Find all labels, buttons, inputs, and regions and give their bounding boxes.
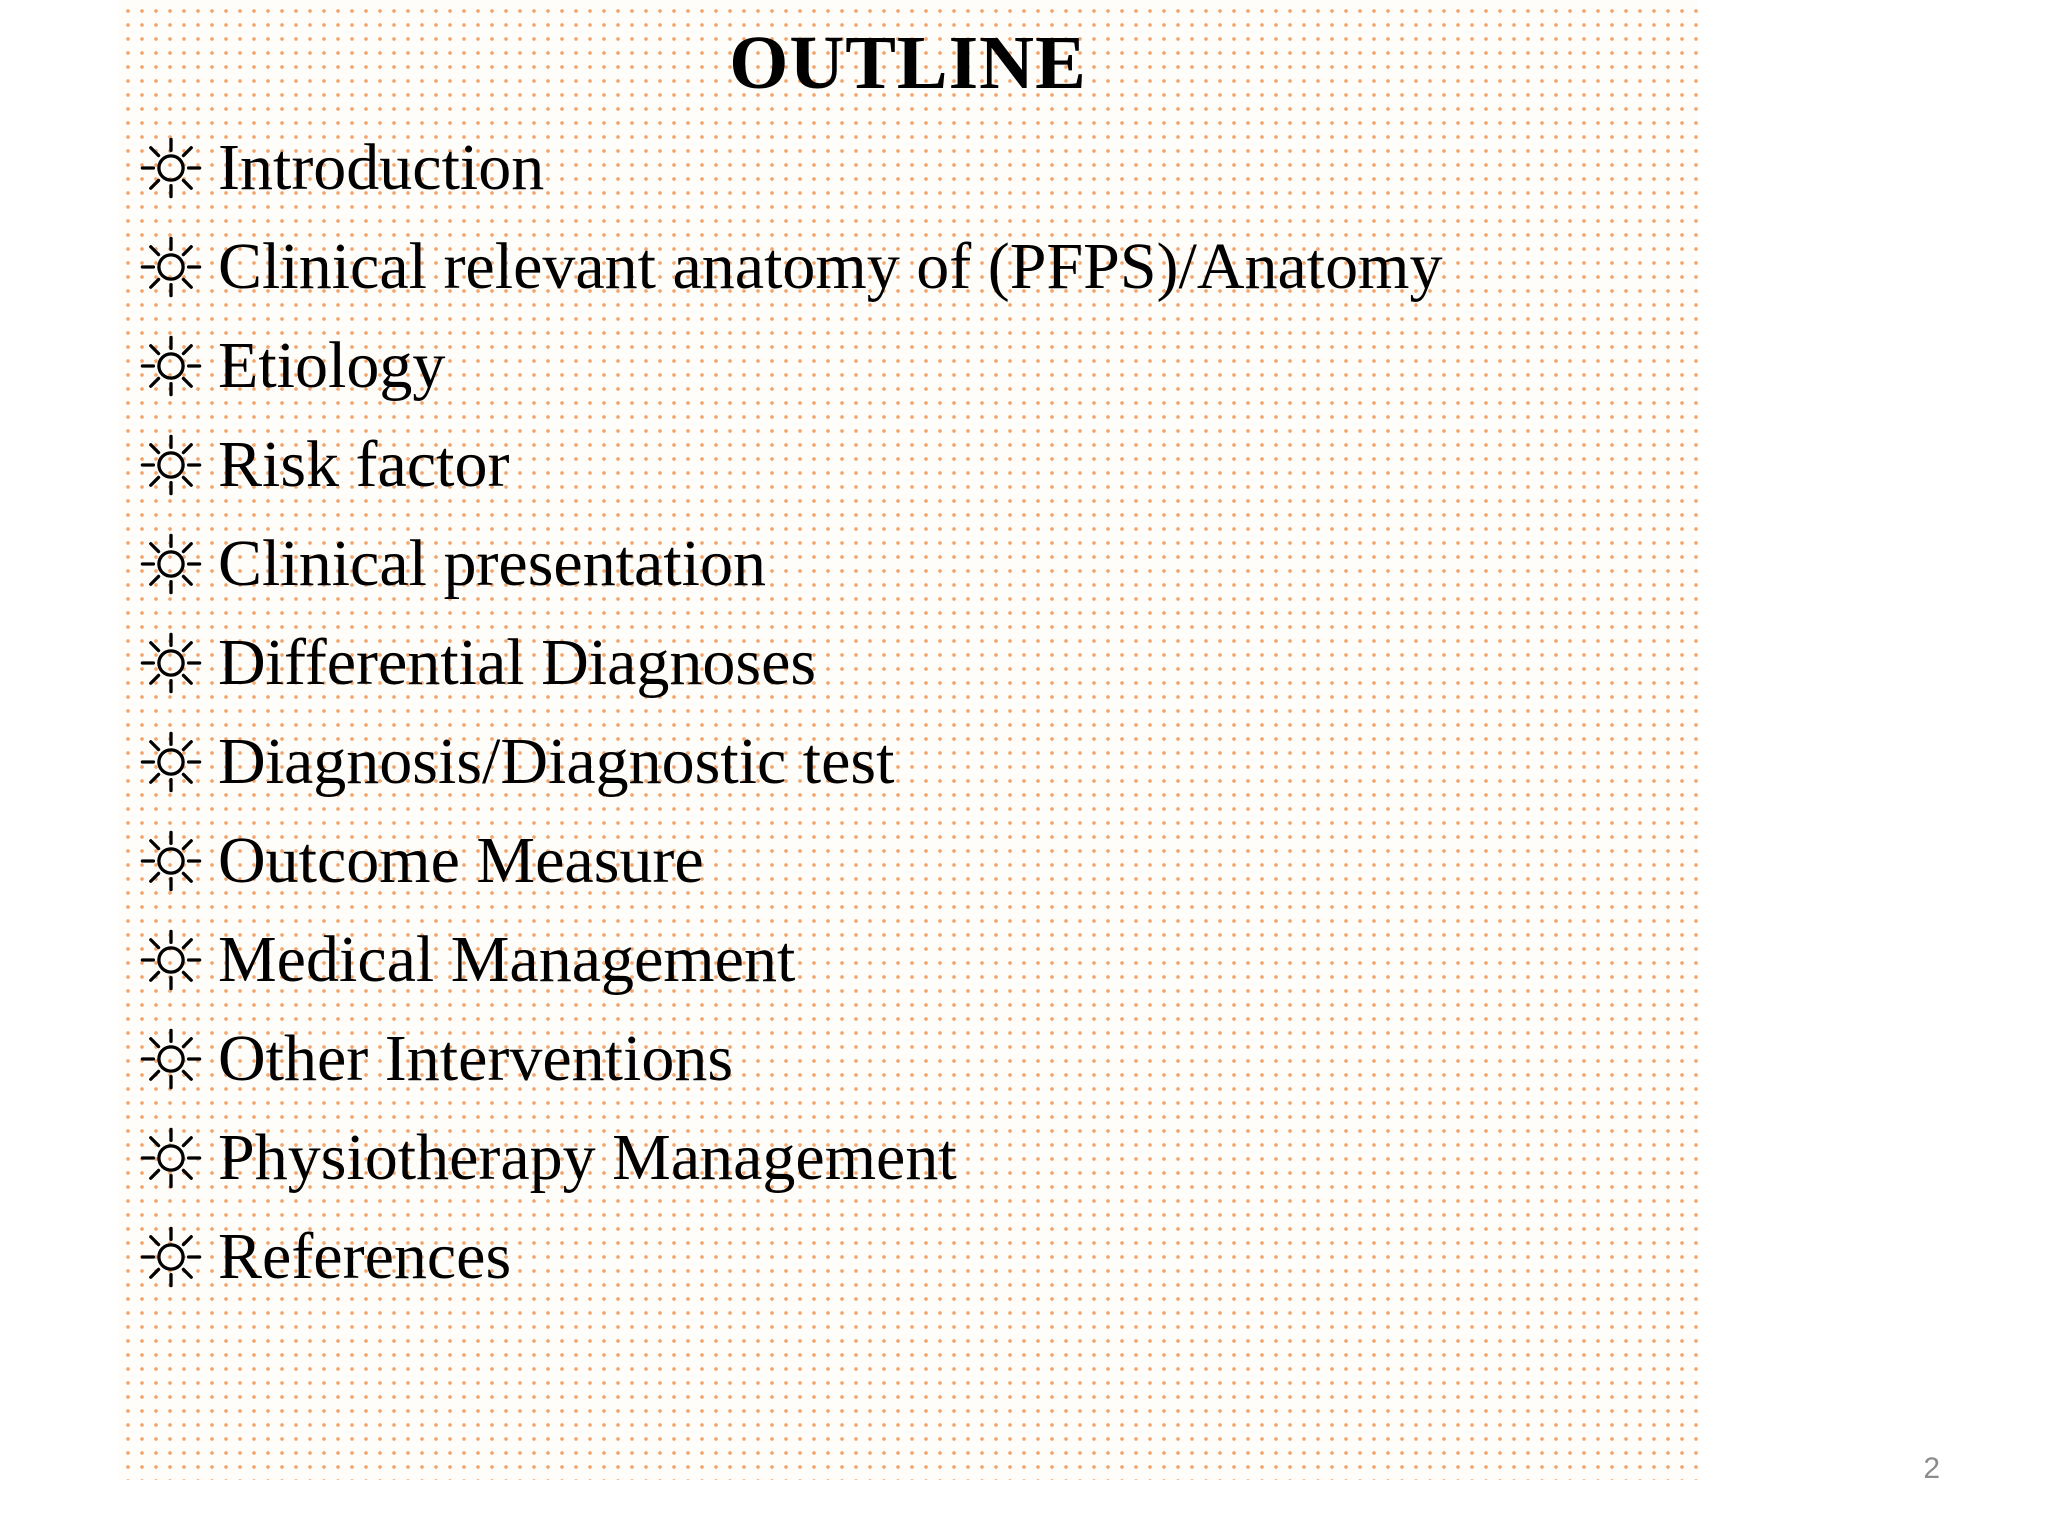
outline-item-label: Etiology xyxy=(218,328,446,402)
page-number: 2 xyxy=(1923,1452,1940,1485)
sun-icon xyxy=(138,333,204,399)
outline-item xyxy=(138,217,1442,316)
sun-icon xyxy=(138,234,204,300)
sun-icon xyxy=(138,432,204,498)
outline-item-label: References xyxy=(218,1219,512,1293)
outline-item xyxy=(138,1207,1442,1306)
sun-icon xyxy=(138,531,204,597)
sun-icon xyxy=(138,1224,204,1290)
outline-item xyxy=(138,316,1442,415)
outline-item-label: Outcome Measure xyxy=(218,823,704,897)
outline-item-label: Clinical relevant anatomy of (PFPS)/Anatomy xyxy=(218,229,1443,303)
sun-icon xyxy=(138,828,204,894)
sun-icon xyxy=(138,630,204,696)
outline-item-label: Risk factor xyxy=(218,427,510,501)
sun-icon xyxy=(138,927,204,993)
outline-item-label: Diagnosis/Diagnostic test xyxy=(218,724,895,798)
outline-item xyxy=(138,811,1442,910)
sun-icon xyxy=(138,1125,204,1191)
outline-item-label: Physiotherapy Management xyxy=(218,1120,957,1194)
slide-title: OUTLINE xyxy=(729,21,1087,105)
outline-item-label: Medical Management xyxy=(218,922,796,996)
outline-item-label: Introduction xyxy=(218,130,545,204)
outline-item xyxy=(138,415,1442,514)
outline-item-label: Differential Diagnoses xyxy=(218,625,817,699)
outline-item xyxy=(138,1009,1442,1108)
sun-icon xyxy=(138,135,204,201)
outline-item xyxy=(138,613,1442,712)
outline-item xyxy=(138,910,1442,1009)
outline-item xyxy=(138,712,1442,811)
outline-item-label: Clinical presentation xyxy=(218,526,767,600)
sun-icon xyxy=(138,1026,204,1092)
outline-item-label: Other Interventions xyxy=(218,1021,734,1095)
outline-item xyxy=(138,514,1442,613)
sun-icon xyxy=(138,729,204,795)
outline-item xyxy=(138,118,1442,217)
outline-item xyxy=(138,1108,1442,1207)
outline-list xyxy=(138,118,1442,1306)
